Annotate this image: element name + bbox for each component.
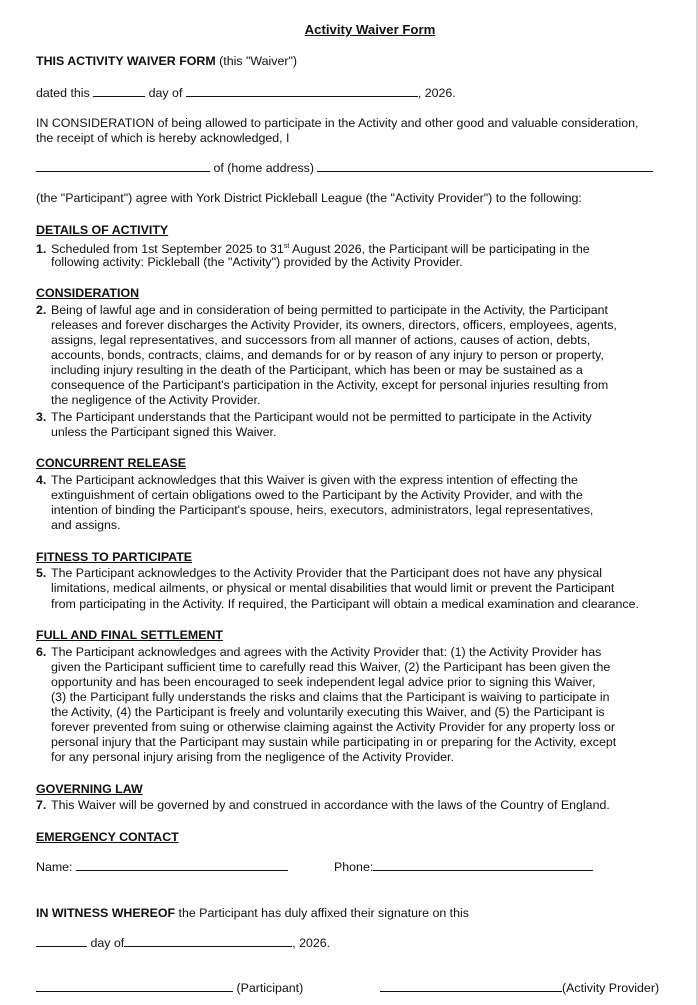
consideration-intro-1: IN CONSIDERATION of being allowed to participate in the Activity and other good and valuable consideration, [36,116,639,130]
item-6-line-6: forever prevented from suing or otherwise claiming against the Activity Provider for any property loss or [51,720,616,734]
witness-month-blank[interactable] [124,936,292,947]
item-2-line-1: 2. Being of lawful age and in consideration of being permitted to participate in the Activity, the Participant [36,303,608,317]
name-address-line: of (home address) [36,161,653,176]
item-3-line-1: 3. The Participant understands that the Participant would not be permitted to participate in the Activity [36,410,592,424]
item-2-line-4: accounts, bonds, contracts, claims, and demands for or by reason of any injury to person or property, [51,348,604,362]
item-4-line-2: extinguishment of certain obligations owed to the Participant by the Activity Provider, and with the [51,488,583,502]
item-7-line-1: 7. This Waiver will be governed by and construed in accordance with the laws of the Country of England. [36,798,610,812]
month-blank[interactable] [186,86,418,97]
item-1-line-2: following activity: Pickleball (the "Activity") provided by the Activity Provider. [51,255,463,269]
item-4-line-1: 4. The Participant acknowledges that this Waiver is given with the express intention of effecting the [36,473,578,487]
heading-consideration: CONSIDERATION [36,286,140,300]
dated-line: dated this day of , 2026. [36,86,456,100]
item-6-line-7: personal injury that the Participant may sustain while participating in or preparing for the Activity, except [51,735,617,749]
item-2-line-2: releases and forever discharges the Activity Provider, its owners, directors, officers, employees, agents, [51,318,617,332]
item-6-line-8: for any personal injury arising from the negligence of the Activity Provider. [51,750,454,764]
intro-line [36,54,297,69]
emergency-name-blank[interactable] [76,860,288,871]
item-6-line-3: opportunity and has been encouraged to seek independent legal advice prior to signing this Waiver, [51,675,596,689]
intro-bold: THIS ACTIVITY WAIVER FORM [36,54,216,68]
provider-signature-blank[interactable] [380,981,562,992]
heading-concurrent: CONCURRENT RELEASE [36,456,187,470]
heading-fitness: FITNESS TO PARTICIPATE [36,550,193,564]
witness-line: IN WITNESS WHEREOF the Participant has duly affixed their signature on this [36,906,469,920]
emergency-name-row: Name: [36,860,288,875]
item-2-line-3: assigns, legal representatives, and successors from all manner of actions, causes of action, debts, [51,333,591,347]
item-5-line-3: from participating in the Activity. If required, the Participant will obtain a medical examination and clearance. [51,597,639,611]
item-6-line-2: given the Participant sufficient time to carefully read this Waiver, (2) the Participant has been given the [51,660,611,674]
item-6-line-5: the Activity, (4) the Participant is freely and voluntarily executing this Waiver, and (5) the Participant is [51,705,605,719]
consideration-intro-2: the receipt of which is hereby acknowledged, I [36,131,290,145]
item-3-line-2: unless the Participant signed this Waiver. [51,425,277,439]
intro-rest: (this "Waiver") [219,54,297,68]
participant-name-blank[interactable] [36,161,210,172]
participant-signature-blank[interactable] [36,981,233,992]
item-4-line-3: intention of binding the Participant's spouse, heirs, executors, administrators, legal representatives, [51,503,594,517]
emergency-phone-blank[interactable] [373,860,593,871]
agreement-line: (the "Participant") agree with York District Pickleball League (the "Activity Provider") to the following: [36,191,582,205]
heading-details: DETAILS OF ACTIVITY [36,223,169,237]
home-address-blank[interactable] [317,161,653,172]
witness-date-line: day of , 2026. [36,936,330,951]
item-2-line-5: including injury resulting in the death of the Participant, which has been or may be sustained as a [51,363,583,377]
item-5-line-2: limitations, medical ailments, or physical or mental disabilities that would limit or prevent the Participant [51,581,615,595]
provider-signature-row: (Activity Provider) [380,981,659,996]
participant-signature-row: (Participant) [36,981,303,996]
item-6-line-4: (3) the Participant fully understands the risks and claims that the Participant is waiving to participate in [51,690,610,704]
heading-governing: GOVERNING LAW [36,782,143,796]
day-blank[interactable] [93,86,145,97]
item-4-line-4: and assigns. [51,518,121,532]
item-2-line-7: the negligence of the Activity Provider. [51,393,261,407]
heading-settlement: FULL AND FINAL SETTLEMENT [36,628,223,642]
heading-emergency: EMERGENCY CONTACT [36,830,179,844]
item-6-line-1: 6. The Participant acknowledges and agrees with the Activity Provider that: (1) the Activity Provider has [36,645,602,659]
item-5-line-1: 5. The Participant acknowledges to the Activity Provider that the Participant does not have any physical [36,566,603,580]
witness-day-blank[interactable] [36,936,87,947]
item-2-line-6: consequence of the Participant's participation in the Activity, except for personal injuries resulting from [51,378,609,392]
document-title: Activity Waiver Form [304,22,436,37]
emergency-phone-row: Phone: [334,860,593,875]
item-1-line-1: 1. Scheduled from 1st September 2025 to 31st August 2026, the Participant will be participating in the [36,242,590,257]
